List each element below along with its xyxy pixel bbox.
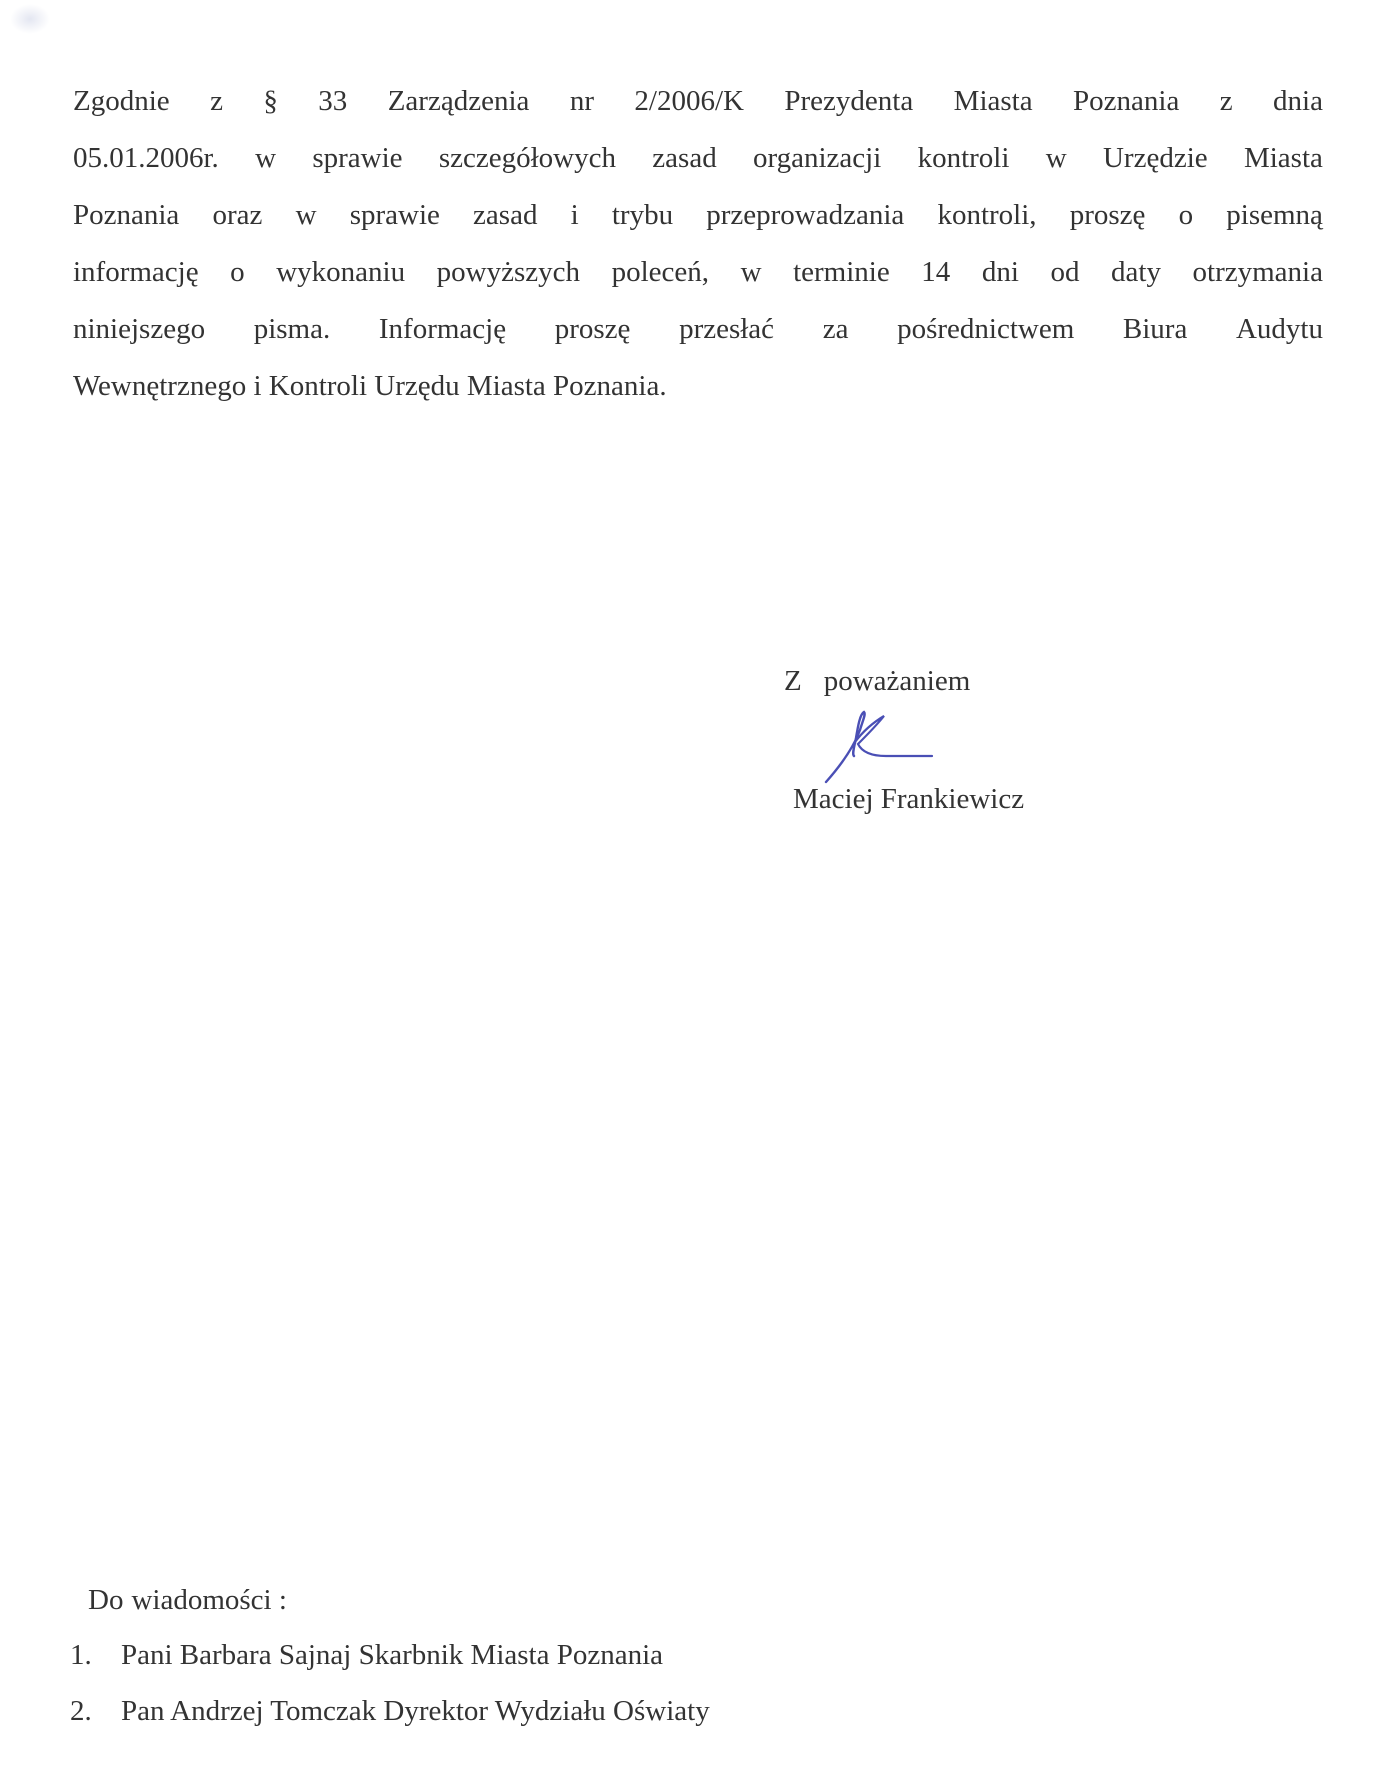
word: pośrednictwem: [897, 313, 1075, 345]
paragraph-line: [73, 309, 1323, 349]
word: w: [255, 142, 277, 174]
word: o: [1178, 199, 1194, 231]
word: dni: [981, 256, 1019, 288]
word: proszę: [1069, 199, 1146, 231]
paragraph-last-line: Wewnętrznego i Kontroli Urzędu Miasta Poznania.: [73, 370, 667, 402]
word: sprawie: [312, 142, 403, 174]
word: Biura: [1122, 313, 1188, 345]
word: Informację: [378, 313, 507, 345]
signature-stroke: [855, 716, 932, 756]
word: Audytu: [1235, 313, 1323, 345]
word: Prezydenta: [784, 85, 914, 117]
word: proszę: [554, 313, 631, 345]
word: 14: [921, 256, 951, 288]
cc-heading: [88, 1580, 287, 1620]
word: 05.01.2006r.: [73, 142, 219, 174]
word: Urzędzie: [1102, 142, 1208, 174]
word: Poznania: [1073, 85, 1180, 117]
word: szczegółowych: [438, 142, 616, 174]
word: Miasta: [1243, 142, 1323, 174]
cc-heading-do: Do: [88, 1584, 124, 1616]
word: zasad: [652, 142, 717, 174]
word: 2/2006/K: [634, 85, 744, 117]
cc-item-number: 2.: [70, 1695, 92, 1727]
closing-z: Z: [784, 665, 802, 697]
signer-name: Maciej Frankiewicz: [793, 783, 1025, 815]
word: poleceń,: [611, 256, 709, 288]
word: w: [740, 256, 762, 288]
word: pisma.: [253, 313, 331, 345]
cc-item-text: Pani Barbara Sajnaj Skarbnik Miasta Poznania: [121, 1639, 664, 1671]
word: daty: [1111, 256, 1161, 288]
word: Miasta: [953, 85, 1033, 117]
word: sprawie: [349, 199, 440, 231]
word: 33: [318, 85, 348, 117]
paragraph-line: [73, 138, 1323, 178]
word: zasad: [473, 199, 538, 231]
word: z: [1219, 85, 1233, 117]
word: w: [295, 199, 317, 231]
word: Poznania: [73, 199, 180, 231]
word: otrzymania: [1192, 256, 1323, 288]
word: przeprowadzania: [706, 199, 905, 231]
cc-heading-rest: wiadomości :: [131, 1584, 287, 1616]
word: z: [210, 85, 223, 117]
cc-item-number: 1.: [70, 1639, 92, 1671]
word: pisemną: [1226, 199, 1323, 231]
word: Zarządzenia: [387, 85, 530, 117]
word: kontroli,: [937, 199, 1037, 231]
word: terminie: [793, 256, 890, 288]
word: w: [1045, 142, 1067, 174]
word: za: [822, 313, 849, 345]
paragraph-line: [73, 81, 1323, 121]
word: Zgodnie: [73, 85, 170, 117]
word: §: [263, 85, 278, 117]
word: dnia: [1273, 85, 1323, 117]
paragraph-line: [73, 195, 1323, 235]
word: powyższych: [436, 256, 581, 288]
cc-list-item: [70, 1691, 710, 1731]
scan-artifact: [10, 4, 50, 34]
handwritten-signature: [820, 708, 940, 786]
word: kontroli: [917, 142, 1010, 174]
word: przesłać: [679, 313, 775, 345]
word: nr: [569, 85, 594, 117]
word: niniejszego: [73, 313, 206, 345]
word: informację: [73, 256, 199, 288]
cc-list-item: [70, 1635, 663, 1675]
word: od: [1050, 256, 1080, 288]
word: organizacji: [753, 142, 882, 174]
word: trybu: [611, 199, 674, 231]
word: i: [570, 199, 579, 231]
word: wykonaniu: [276, 256, 406, 288]
word: o: [230, 256, 245, 288]
word: oraz: [212, 199, 263, 231]
cc-item-text: Pan Andrzej Tomczak Dyrektor Wydziału Oświaty: [121, 1695, 710, 1727]
closing-word: poważaniem: [823, 665, 971, 697]
paragraph-line: [73, 252, 1323, 292]
closing-regards: [784, 661, 970, 701]
